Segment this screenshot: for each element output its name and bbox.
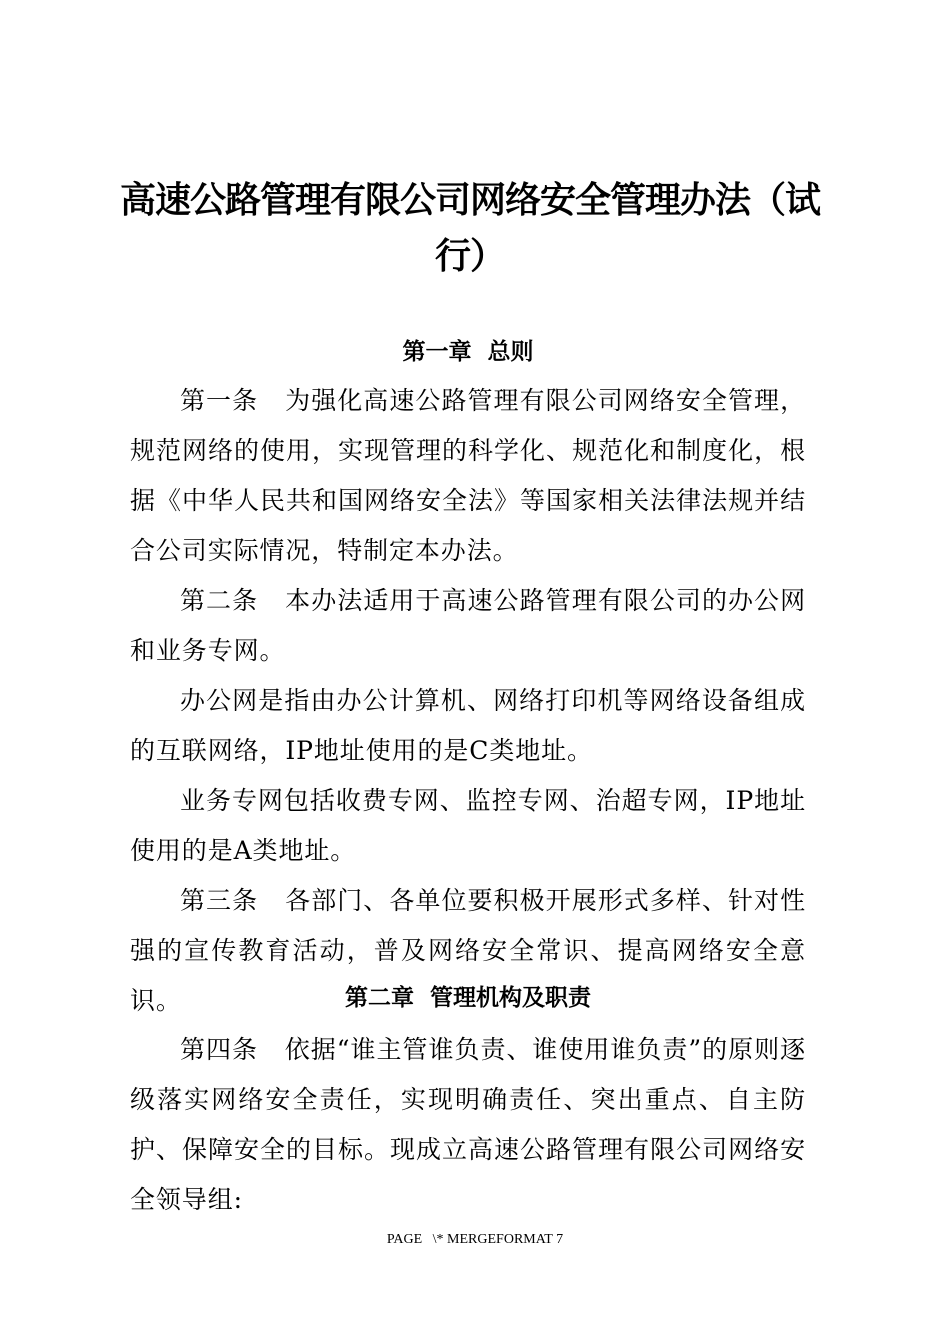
chapter-heading-2: 第二章 管理机构及职责: [344, 985, 591, 1011]
document-title: 高速公路管理有限公司网络安全管理办法（试行）: [120, 179, 821, 277]
article-4-paragraph: 第四条 依据“谁主管谁负责、谁使用谁负责”的原则逐级落实网络安全责任，实现明确责任、突出重点、自主防护、保障安全的目标。现成立高速公路管理有限公司网络安全领导组:: [130, 1035, 806, 1214]
article-2-paragraph: 第二条 本办法适用于高速公路管理有限公司的办公网和业务专网。: [130, 586, 806, 665]
article-3-paragraph: 第三条 各部门、各单位要积极开展形式多样、针对性强的宣传教育活动，普及网络安全常识、提高网络安全意识。: [130, 886, 806, 1015]
office-network-paragraph: 办公网是指由办公计算机、网络打印机等网络设备组成的互联网络，IP地址使用的是C类地址。: [130, 686, 806, 765]
page-footer: PAGE \* MERGEFORMAT 7: [386, 1232, 564, 1247]
article-1-paragraph: 第一条 为强化高速公路管理有限公司网络安全管理，规范网络的使用，实现管理的科学化、规范化和制度化，根据《中华人民共和国网络安全法》等国家相关法律法规并结合公司实际情况，特制定本办法。: [130, 386, 806, 565]
business-network-paragraph: 业务专网包括收费专网、监控专网、治超专网，IP地址使用的是A类地址。: [130, 786, 806, 865]
chapter-heading-1: 第一章 总则: [402, 339, 534, 365]
